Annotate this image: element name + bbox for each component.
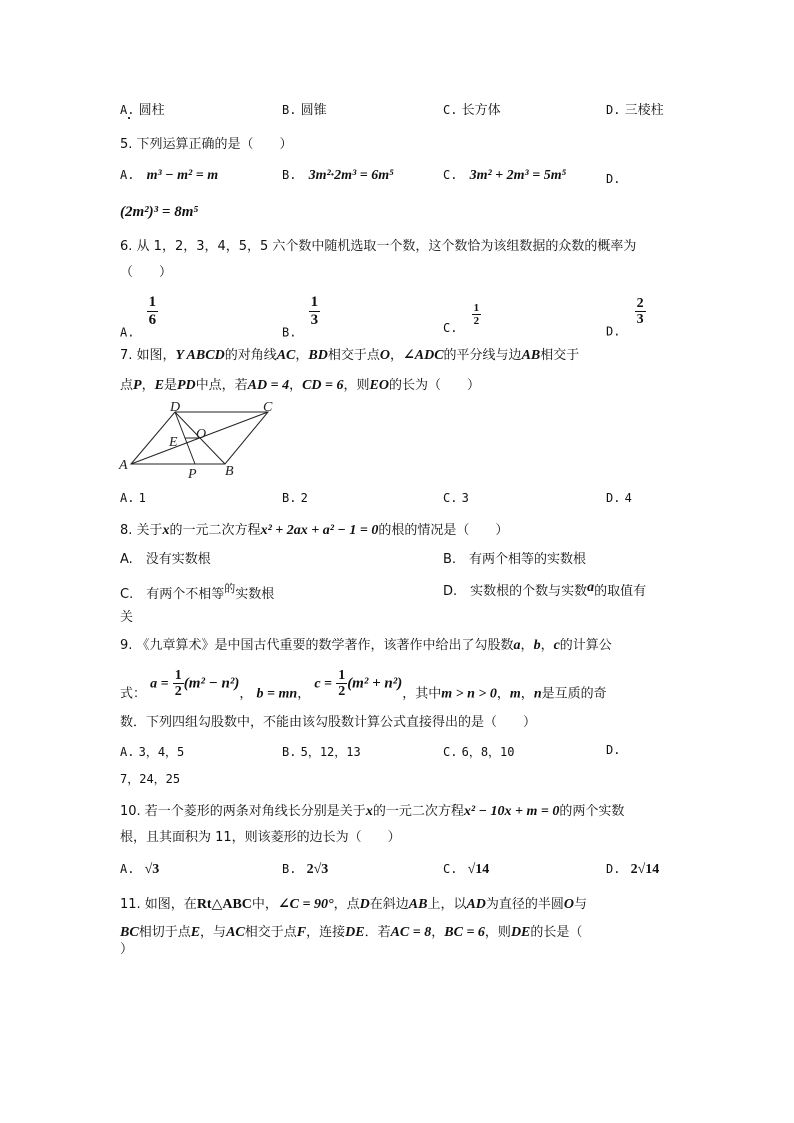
math: D: [359, 897, 370, 912]
q10-option-a[interactable]: [120, 862, 159, 878]
numerator: 1: [473, 302, 480, 314]
fraction: [472, 302, 482, 327]
option-label: D.: [606, 743, 621, 757]
numerator: 1: [174, 668, 182, 683]
option-text: 三棱柱: [624, 103, 664, 118]
denominator: 6: [148, 311, 157, 328]
q10-line1: [120, 803, 624, 821]
math: DE: [510, 925, 531, 940]
option-label: C.: [443, 321, 458, 336]
math: x² + 2ax + a² − 1 = 0: [260, 523, 379, 538]
text: ，与: [200, 925, 227, 940]
denominator: 2: [174, 684, 182, 700]
q7-line2: [120, 377, 480, 395]
text: 的: [224, 582, 236, 595]
text: 点: [120, 378, 134, 393]
figure-label-b: B: [225, 464, 234, 479]
math: a: [513, 638, 521, 653]
option-label: C.: [443, 745, 458, 759]
option-label: A.: [120, 862, 135, 876]
q9-option-d[interactable]: [606, 743, 620, 758]
math: E: [154, 378, 164, 393]
math: BC: [120, 925, 139, 940]
numerator: 2: [636, 296, 644, 311]
text: ，: [390, 348, 404, 363]
option-label: B.: [282, 103, 297, 117]
q8-option-d[interactable]: [443, 580, 646, 599]
math: a: [587, 580, 595, 595]
option-label: A.: [120, 325, 135, 340]
q8-option-b[interactable]: B. 有两个相等的实数根: [443, 552, 587, 567]
math: m > n > 0: [441, 686, 497, 702]
denominator: 2: [473, 315, 480, 328]
option-label: D.: [606, 491, 621, 505]
text: 的取值有: [594, 584, 647, 599]
option-math: 2√3: [306, 862, 329, 877]
text: 相交于: [540, 348, 580, 363]
text: 的计算公: [559, 638, 612, 653]
text: ，: [297, 686, 311, 702]
figure-label-d: D: [170, 400, 181, 415]
figure-label-e: E: [169, 435, 178, 450]
q6-option-d[interactable]: [606, 296, 646, 338]
text: ，: [295, 348, 309, 363]
q6-option-a[interactable]: [120, 294, 158, 340]
option-text: 长方体: [461, 103, 501, 118]
text: 是互质的奇: [541, 686, 607, 702]
text: ，: [496, 686, 510, 702]
math: m: [509, 686, 521, 702]
math: n: [533, 686, 542, 702]
text: ，: [520, 686, 534, 702]
math: b = mn: [256, 686, 298, 702]
option-label: B.: [282, 325, 297, 340]
figure-label-a: A: [119, 458, 128, 473]
text: C. 有两个不相等: [120, 587, 225, 602]
option-label: B.: [282, 862, 297, 876]
q8-option-d-cont: 关: [120, 610, 134, 625]
q10-option-d[interactable]: [606, 862, 659, 878]
q6-paren: （ ）: [120, 265, 173, 280]
q9-option-d-text[interactable]: [120, 770, 180, 787]
text: 的长为（ ）: [389, 378, 481, 393]
q7-option-d[interactable]: [606, 491, 632, 506]
math: c =: [314, 676, 333, 692]
option-label: B.: [282, 491, 297, 505]
text: 的两个实数: [559, 804, 625, 819]
math: O: [379, 348, 390, 363]
q7-parallelogram-figure: [115, 400, 285, 480]
math: a =: [150, 676, 169, 692]
denominator: 3: [310, 311, 319, 328]
option-label: C.: [443, 168, 458, 182]
text: ，: [431, 925, 445, 940]
math: AC: [226, 925, 245, 940]
text: ，则: [484, 925, 511, 940]
math: AC: [276, 348, 296, 363]
fraction: [309, 294, 321, 328]
text: 相交于点: [244, 925, 297, 940]
text: 是: [163, 378, 177, 393]
math: (m² − n²): [183, 675, 240, 692]
q7-option-c[interactable]: [443, 491, 469, 506]
option-label: A.: [120, 491, 135, 505]
q9-line3: 数．下列四组勾股数中，不能由该勾股数计算公式直接得出的是（ ）: [120, 715, 537, 730]
q9-option-c[interactable]: [443, 743, 515, 760]
option-label: A.: [120, 103, 135, 117]
option-label: D.: [606, 172, 621, 186]
math: b: [533, 638, 541, 653]
option-label: B.: [282, 745, 297, 759]
option-math: (2m²)³ = 8m⁵: [120, 204, 199, 220]
q9-option-a[interactable]: [120, 743, 184, 760]
option-label: A.: [120, 168, 135, 182]
q4-option-d[interactable]: [606, 99, 664, 118]
q7-option-a[interactable]: [120, 491, 146, 506]
numerator: 1: [148, 294, 157, 310]
option-text: 5，12，13: [300, 745, 361, 759]
text: 为直径的半圆: [485, 897, 564, 912]
math: AD = 4: [247, 378, 290, 393]
q9-option-b[interactable]: [282, 743, 361, 760]
text: ．若: [364, 925, 391, 940]
math: x: [162, 523, 170, 538]
figure-label-c: C: [263, 400, 273, 415]
q5-option-b[interactable]: [282, 168, 394, 184]
option-text: 圆锥: [300, 103, 327, 118]
math: O: [563, 897, 575, 912]
q6-option-b[interactable]: [282, 294, 320, 340]
q9-line1: [120, 637, 612, 655]
q4-option-b[interactable]: [282, 99, 327, 118]
text: 的一元二次方程: [169, 523, 261, 538]
q11-line3: ）: [120, 942, 134, 957]
math: x: [365, 804, 373, 819]
text: 相切于点: [138, 925, 191, 940]
option-math: 2√14: [630, 862, 660, 877]
option-text: 3，4，5: [138, 745, 185, 759]
math: F: [296, 925, 307, 940]
text: 相交于点: [327, 348, 380, 363]
option-label: A.: [120, 745, 135, 759]
math: ∠C = 90°: [277, 897, 334, 912]
option-label: B.: [282, 168, 297, 182]
text: 上，以: [427, 897, 467, 912]
text: 中，: [251, 897, 278, 912]
option-label: C.: [443, 103, 458, 117]
q5-stem: 5. 下列运算正确的是（ ）: [120, 137, 293, 152]
math: EO: [369, 378, 389, 393]
option-label: D.: [606, 103, 621, 117]
denominator: 2: [338, 684, 346, 700]
text: 与: [574, 897, 588, 912]
q11-line1: [120, 896, 587, 914]
text: ，: [141, 378, 155, 393]
figure-label-o: O: [196, 427, 207, 442]
math: AD: [466, 897, 486, 912]
option-text: 4: [624, 491, 632, 505]
text: ，点: [333, 897, 360, 912]
numerator: 1: [310, 294, 319, 310]
math: x² − 10x + m = 0: [463, 804, 560, 819]
option-math: √3: [144, 862, 160, 877]
math: Y ABCD: [175, 348, 225, 363]
q10-line2: 根，且其面积为 11，则该菱形的边长为（ ）: [120, 830, 401, 845]
math: ∠ADC: [403, 348, 444, 363]
stray-dot: [128, 117, 130, 119]
option-text: 2: [300, 491, 308, 505]
q4-option-a[interactable]: [120, 99, 165, 118]
q5-option-c[interactable]: [443, 168, 566, 184]
text: ，: [289, 378, 303, 393]
fraction: [147, 294, 159, 328]
math: E: [190, 925, 201, 940]
math: Rt△ABC: [196, 897, 252, 912]
q6-option-c[interactable]: [443, 302, 481, 335]
q8-option-c[interactable]: [120, 580, 274, 602]
q8-option-a[interactable]: A. 没有实数根: [120, 552, 211, 567]
option-text: 6，8，10: [461, 745, 515, 759]
text: 9. 《九章算术》是中国古代重要的数学著作，该著作中给出了勾股数: [120, 638, 514, 653]
q7-option-b[interactable]: [282, 491, 308, 506]
text: 实数根: [235, 587, 275, 602]
text: 在斜边: [369, 897, 409, 912]
option-math: 3m² + 2m³ = 5m⁵: [469, 168, 567, 183]
option-math: 3m²·2m³ = 6m⁵: [308, 168, 395, 183]
fraction: [173, 668, 184, 700]
math: PD: [176, 378, 196, 393]
option-label: C.: [443, 862, 458, 876]
text: ，连接: [306, 925, 346, 940]
text: 11. 如图，在: [120, 897, 197, 912]
q9-line2: [120, 668, 607, 704]
option-label: C.: [443, 491, 458, 505]
text: ，: [520, 638, 534, 653]
q6-stem: 6. 从 1，2，3，4，5，5 六个数中随机选取一个数，这个数恰为该组数据的众数的概率为: [120, 239, 637, 254]
math: AB: [521, 348, 541, 363]
option-math: m³ − m² = m: [146, 168, 219, 183]
math: AB: [408, 897, 428, 912]
text: D. 实数根的个数与实数: [443, 584, 588, 599]
math: c: [553, 638, 560, 653]
q8-stem: [120, 522, 508, 540]
q5-option-d-math[interactable]: [120, 204, 199, 221]
text: 8. 关于: [120, 523, 163, 538]
q11-line2: [120, 924, 582, 942]
math: BC = 6: [444, 925, 485, 940]
option-label: D.: [606, 862, 621, 876]
q7-line1: [120, 347, 579, 365]
text: 7. 如图，: [120, 348, 176, 363]
q5-option-d[interactable]: [606, 172, 620, 187]
text: 的长是（: [530, 925, 583, 940]
option-math: √14: [467, 862, 490, 877]
q10-option-c[interactable]: [443, 862, 489, 878]
fraction: [336, 668, 347, 700]
text: ，则: [343, 378, 370, 393]
text: ，其中: [402, 686, 442, 702]
math: BD: [308, 348, 328, 363]
text: 10. 若一个菱形的两条对角线长分别是关于: [120, 804, 366, 819]
text: 的平分线与边: [443, 348, 522, 363]
numerator: 1: [338, 668, 346, 683]
option-text: 3: [461, 491, 469, 505]
math: DE: [345, 925, 365, 940]
math: P: [133, 378, 142, 393]
q10-option-b[interactable]: [282, 862, 328, 878]
text: 的根的情况是（ ）: [378, 523, 509, 538]
figure-label-p: P: [188, 467, 197, 480]
option-text: 圆柱: [138, 103, 165, 118]
text: 的一元二次方程: [372, 804, 464, 819]
text: ，: [540, 638, 554, 653]
math: CD = 6: [302, 378, 344, 393]
math: (m² + n²): [347, 675, 403, 692]
text: 的对角线: [224, 348, 277, 363]
math: AC = 8: [390, 925, 432, 940]
option-label: D.: [606, 324, 621, 339]
option-text: 1: [138, 491, 146, 505]
fraction: [635, 296, 646, 328]
text: 中点，若: [195, 378, 248, 393]
text: ，: [239, 686, 253, 702]
text: 式：: [120, 686, 147, 702]
q5-option-a[interactable]: [120, 168, 218, 184]
q4-option-c[interactable]: [443, 99, 501, 118]
option-text: 7，24，25: [120, 772, 181, 786]
denominator: 3: [636, 312, 644, 328]
